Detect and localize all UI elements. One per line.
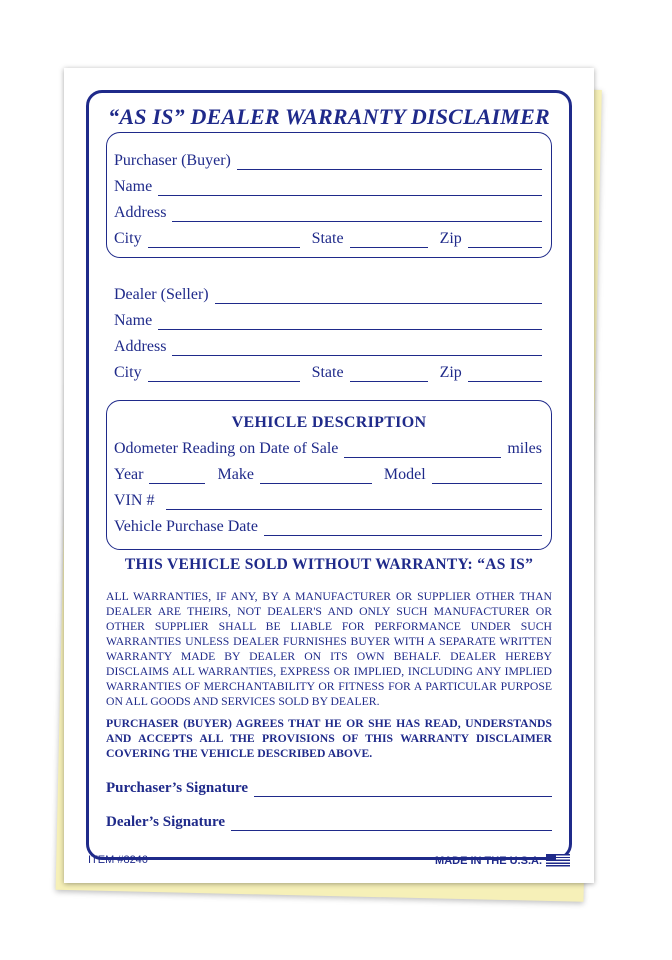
year-make-model-row [114,466,542,484]
vin-row [114,492,542,510]
disclaimer-paragraph: ALL WARRANTIES, IF ANY, BY A MANUFACTURER OR SUPPLIER OTHER THAN DEALER ARE THEIRS, NOT DEALER'S AND ONLY SUCH MANUFACTURER OR OTHER SUPPLIER SHALL BE LIABLE FOR PERFORMANCE UNDER SUCH WARRANTIES UNLESS DEALER FURNISHES BUYER WITH A SEPARATE WRITTEN WARRANTY MADE BY DEALER ON ITS OWN BEHALF. DEALER HEREBY DISCLAIMS ALL WARRANTIES, EXPRESS OR IMPLIED, INCLUDING ANY IMPLIED WARRANTIES OF MERCHANTABILITY OR FITNESS FOR A PARTICULAR PURPOSE ON ALL GOODS AND SERVICES SOLD BY DEALER. [106,590,552,708]
dealer-name-label: Name [114,312,153,329]
dealer-state-label: State [311,364,344,381]
odometer-label: Odometer Reading on Date of Sale [114,440,339,457]
odometer-row [114,440,542,458]
make-field[interactable] [260,469,372,484]
dealer-name-field[interactable] [158,315,542,330]
dealer-signature-row [106,814,552,831]
purchase-date-label: Vehicle Purchase Date [114,518,258,535]
purchaser-address-row [114,204,542,222]
dealer-address-field[interactable] [172,341,542,356]
purchaser-zip-label: Zip [439,230,462,247]
miles-label: miles [507,440,542,457]
purchaser-header-field[interactable] [237,155,542,170]
dealer-header-field[interactable] [215,289,542,304]
form-title: “AS IS” DEALER WARRANTY DISCLAIMER [108,104,550,129]
purchaser-header-row [114,152,542,170]
purchaser-name-row [114,178,542,196]
purchaser-state-label: State [311,230,344,247]
warranty-form-sheet [64,68,594,883]
purchaser-signature-row [106,780,552,797]
purchaser-city-row [114,230,542,248]
purchaser-header-label: Purchaser (Buyer) [114,152,231,169]
dealer-header-label: Dealer (Seller) [114,286,209,303]
purchaser-city-label: City [114,230,142,247]
vehicle-description-heading: VEHICLE DESCRIPTION [231,414,427,431]
dealer-header-row [114,286,542,304]
purchaser-signature-field[interactable] [254,782,552,797]
purchaser-address-field[interactable] [172,207,542,222]
purchaser-name-label: Name [114,178,153,195]
dealer-address-row [114,338,542,356]
dealer-zip-field[interactable] [468,367,542,382]
as-is-heading: THIS VEHICLE SOLD WITHOUT WARRANTY: “AS IS” [124,556,534,573]
purchaser-signature-label: Purchaser’s Signature [106,780,249,796]
us-flag-icon [546,854,570,868]
purchaser-state-field[interactable] [350,233,428,248]
dealer-signature-label: Dealer’s Signature [106,814,226,830]
year-field[interactable] [149,469,205,484]
dealer-city-field[interactable] [148,367,300,382]
purchase-date-row [114,518,542,536]
dealer-name-row [114,312,542,330]
made-in-label: MADE IN THE U.S.A. [435,855,542,867]
purchaser-zip-field[interactable] [468,233,542,248]
odometer-field[interactable] [344,443,501,458]
made-in-usa [435,854,570,868]
purchase-date-field[interactable] [264,521,542,536]
dealer-city-label: City [114,364,142,381]
item-number: ITEM #8246 [88,854,148,866]
dealer-city-row [114,364,542,382]
purchaser-address-label: Address [114,204,167,221]
vin-field[interactable] [166,495,542,510]
dealer-zip-label: Zip [439,364,462,381]
purchaser-city-field[interactable] [148,233,300,248]
vin-label: VIN # [114,492,155,509]
dealer-signature-field[interactable] [231,816,552,831]
model-field[interactable] [432,469,542,484]
agreement-paragraph: PURCHASER (BUYER) AGREES THAT HE OR SHE HAS READ, UNDERSTANDS AND ACCEPTS ALL THE PROVISIONS OF THIS WARRANTY DISCLAIMER COVERING THE VEHICLE DESCRIBED ABOVE. [106,717,552,760]
year-label: Year [114,466,144,483]
model-label: Model [383,466,426,483]
make-label: Make [217,466,254,483]
purchaser-name-field[interactable] [158,181,542,196]
dealer-state-field[interactable] [350,367,428,382]
dealer-address-label: Address [114,338,167,355]
